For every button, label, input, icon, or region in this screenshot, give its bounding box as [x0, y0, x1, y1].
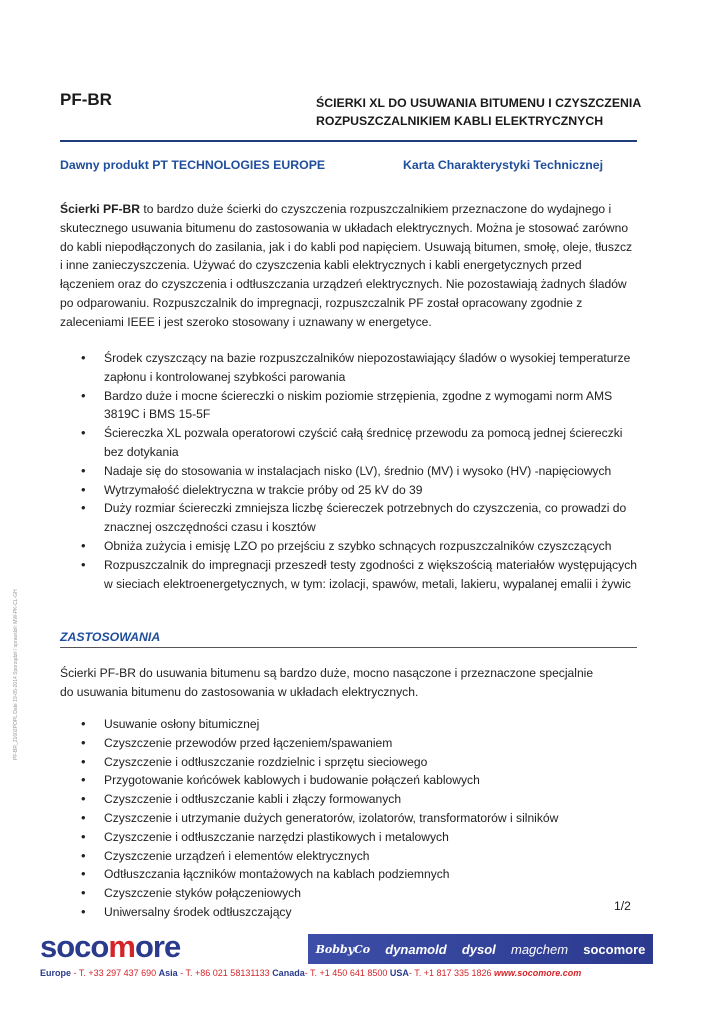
applications-list	[60, 715, 637, 922]
application-item: • Odtłuszczania łączników montażowych na kablach podziemnych	[60, 865, 637, 884]
application-item: • Czyszczenie urządzeń i elementów elektrycznych	[60, 847, 637, 866]
application-item: • Czyszczenie i utrzymanie dużych generatorów, izolatorów, transformatorów i silników	[60, 809, 637, 828]
canada-label: Canada	[272, 968, 305, 978]
application-item: • Czyszczenie styków połączeniowych	[60, 884, 637, 903]
title-line-1: ŚCIERKI XL DO USUWANIA BITUMENU I CZYSZCZENIA	[316, 96, 642, 110]
application-item: • Przygotowanie końcówek kablowych i budowanie połączeń kablowych	[60, 771, 637, 790]
former-product-label: Dawny produkt PT TECHNOLOGIES EUROPE	[60, 158, 326, 172]
feature-item: • Ściereczka XL pozwala operatorowi czyścić całą średnicę przewodu za pomocą jednej ściereczki bez dotykania	[60, 424, 637, 462]
intro-text: to bardzo duże ścierki do czyszczenia rozpuszczalnikiem przeznaczone do wydajnego i skutecznego usuwania bitumenu do zastosowania w układach elektrycznych. Można je stosować zarówno do kabli niepodłączonych do zasilania, jak i do kabli pod napięciem. Usuwają bitumen, smołę, oleje, tłuszcz i inne zanieczyszczenia. Używać do czyszczenia kabli elektrycznych i kabli energetycznych przed łączeniem oraz do czyszczenia i odtłuszczania urządzeń elektrycznych. Nie pozostawiają żadnych śladów po odparowaniu. Rozpuszczalnik do impregnacji, rozpuszczalnik PF został opracowany zgodnie z zaleceniami IEEE i jest szeroko stosowany i uznawany w energetyce.	[60, 202, 633, 329]
feature-item: • Rozpuszczalnik do impregnacji przeszedł testy zgodności z większością materiałów występujących w sieciach elektroenergetycznych, w tym: izolacji, spawów, metali, lakieru, wypalanej emalii i żywic	[60, 556, 637, 594]
title-line-2: ROZPUSZCZALNIKIEM KABLI ELEKTRYCZNYCH	[316, 114, 604, 128]
brand-dynamold: dynamold	[385, 941, 447, 957]
europe-label: Europe	[40, 968, 72, 978]
application-item: • Czyszczenie i odtłuszczanie kabli i złączy formowanych	[60, 790, 637, 809]
feature-item: • Obniża zużycia i emisję LZO po przejściu z szybko schnących rozpuszczalników czyszczących	[60, 537, 637, 556]
application-item: • Czyszczenie przewodów przed łączeniem/spawaniem	[60, 734, 637, 753]
intro-paragraph	[60, 200, 637, 332]
applications-intro-line-1: Ścierki PF-BR do usuwania bitumenu są bardzo duże, mocno nasączone i przeznaczone specjalnie	[60, 666, 594, 680]
usa-label: USA	[389, 968, 409, 978]
datasheet-label: Karta Charakterystyki Technicznej	[403, 158, 604, 172]
application-item: • Usuwanie osłony bitumicznej	[60, 715, 637, 734]
brand-bobbyco: BobbyCo	[315, 942, 371, 956]
applications-heading: ZASTOSOWANIA	[60, 630, 161, 644]
features-list	[60, 349, 637, 593]
footer-contacts: Europe - T. +33 297 437 690 Asia - T. +86 021 58131133 Canada- T. +1 450 641 8500 USA- T. +1 817 335 1826 www.socomore.com	[40, 968, 582, 978]
application-item: • Uniwersalny środek odtłuszczający	[60, 903, 637, 922]
feature-item: • Bardzo duże i mocne ściereczki o niskim poziomie strzępienia, zgodne z wymogami norm AMS 3819C i BMS 15-5F	[60, 387, 637, 425]
applications-divider	[60, 647, 637, 648]
brand-dysol: dysol	[461, 941, 496, 957]
page-number: 1/2	[614, 899, 631, 913]
asia-label: Asia	[158, 968, 178, 978]
product-code: PF-BR	[60, 90, 112, 109]
website-link[interactable]: www.socomore.com	[494, 968, 582, 978]
side-reference: PF-BR_21602POPL Date 19-05-2014 Sporządził / sprawdził: MW-PK-CL-GH	[13, 589, 19, 760]
applications-intro-line-2: do usuwania bitumenu do zastosowania w układach elektrycznych.	[60, 684, 419, 699]
feature-item: • Nadaje się do stosowania w instalacjach nisko (LV), średnio (MV) i wysoko (HV) -napięciowych	[60, 462, 637, 481]
application-item: • Czyszczenie i odtłuszczanie narzędzi plastikowych i metalowych	[60, 828, 637, 847]
brand-socomore: socomore	[583, 941, 646, 957]
brand-bar	[308, 934, 653, 964]
intro-bold-lead: Ścierki PF-BR	[60, 202, 140, 216]
document-title	[316, 94, 656, 130]
socomore-logo: socomore	[40, 929, 181, 964]
feature-item: • Środek czyszczący na bazie rozpuszczalników niepozostawiający śladów o wysokiej temperaturze zapłonu i kontrolowanej szybkości parowania	[60, 349, 637, 387]
feature-item: • Duży rozmiar ściereczki zmniejsza liczbę ściereczek potrzebnych do czyszczenia, co prowadzi do znacznej oszczędności czasu i kosztów	[60, 499, 637, 537]
feature-item: • Wytrzymałość dielektryczna w trakcie próby od 25 kV do 39	[60, 481, 637, 500]
header-divider	[60, 140, 637, 142]
applications-intro	[60, 664, 637, 702]
brand-magchem: magchem	[510, 941, 569, 957]
application-item: • Czyszczenie i odtłuszczanie rozdzielnic i sprzętu sieciowego	[60, 753, 637, 772]
